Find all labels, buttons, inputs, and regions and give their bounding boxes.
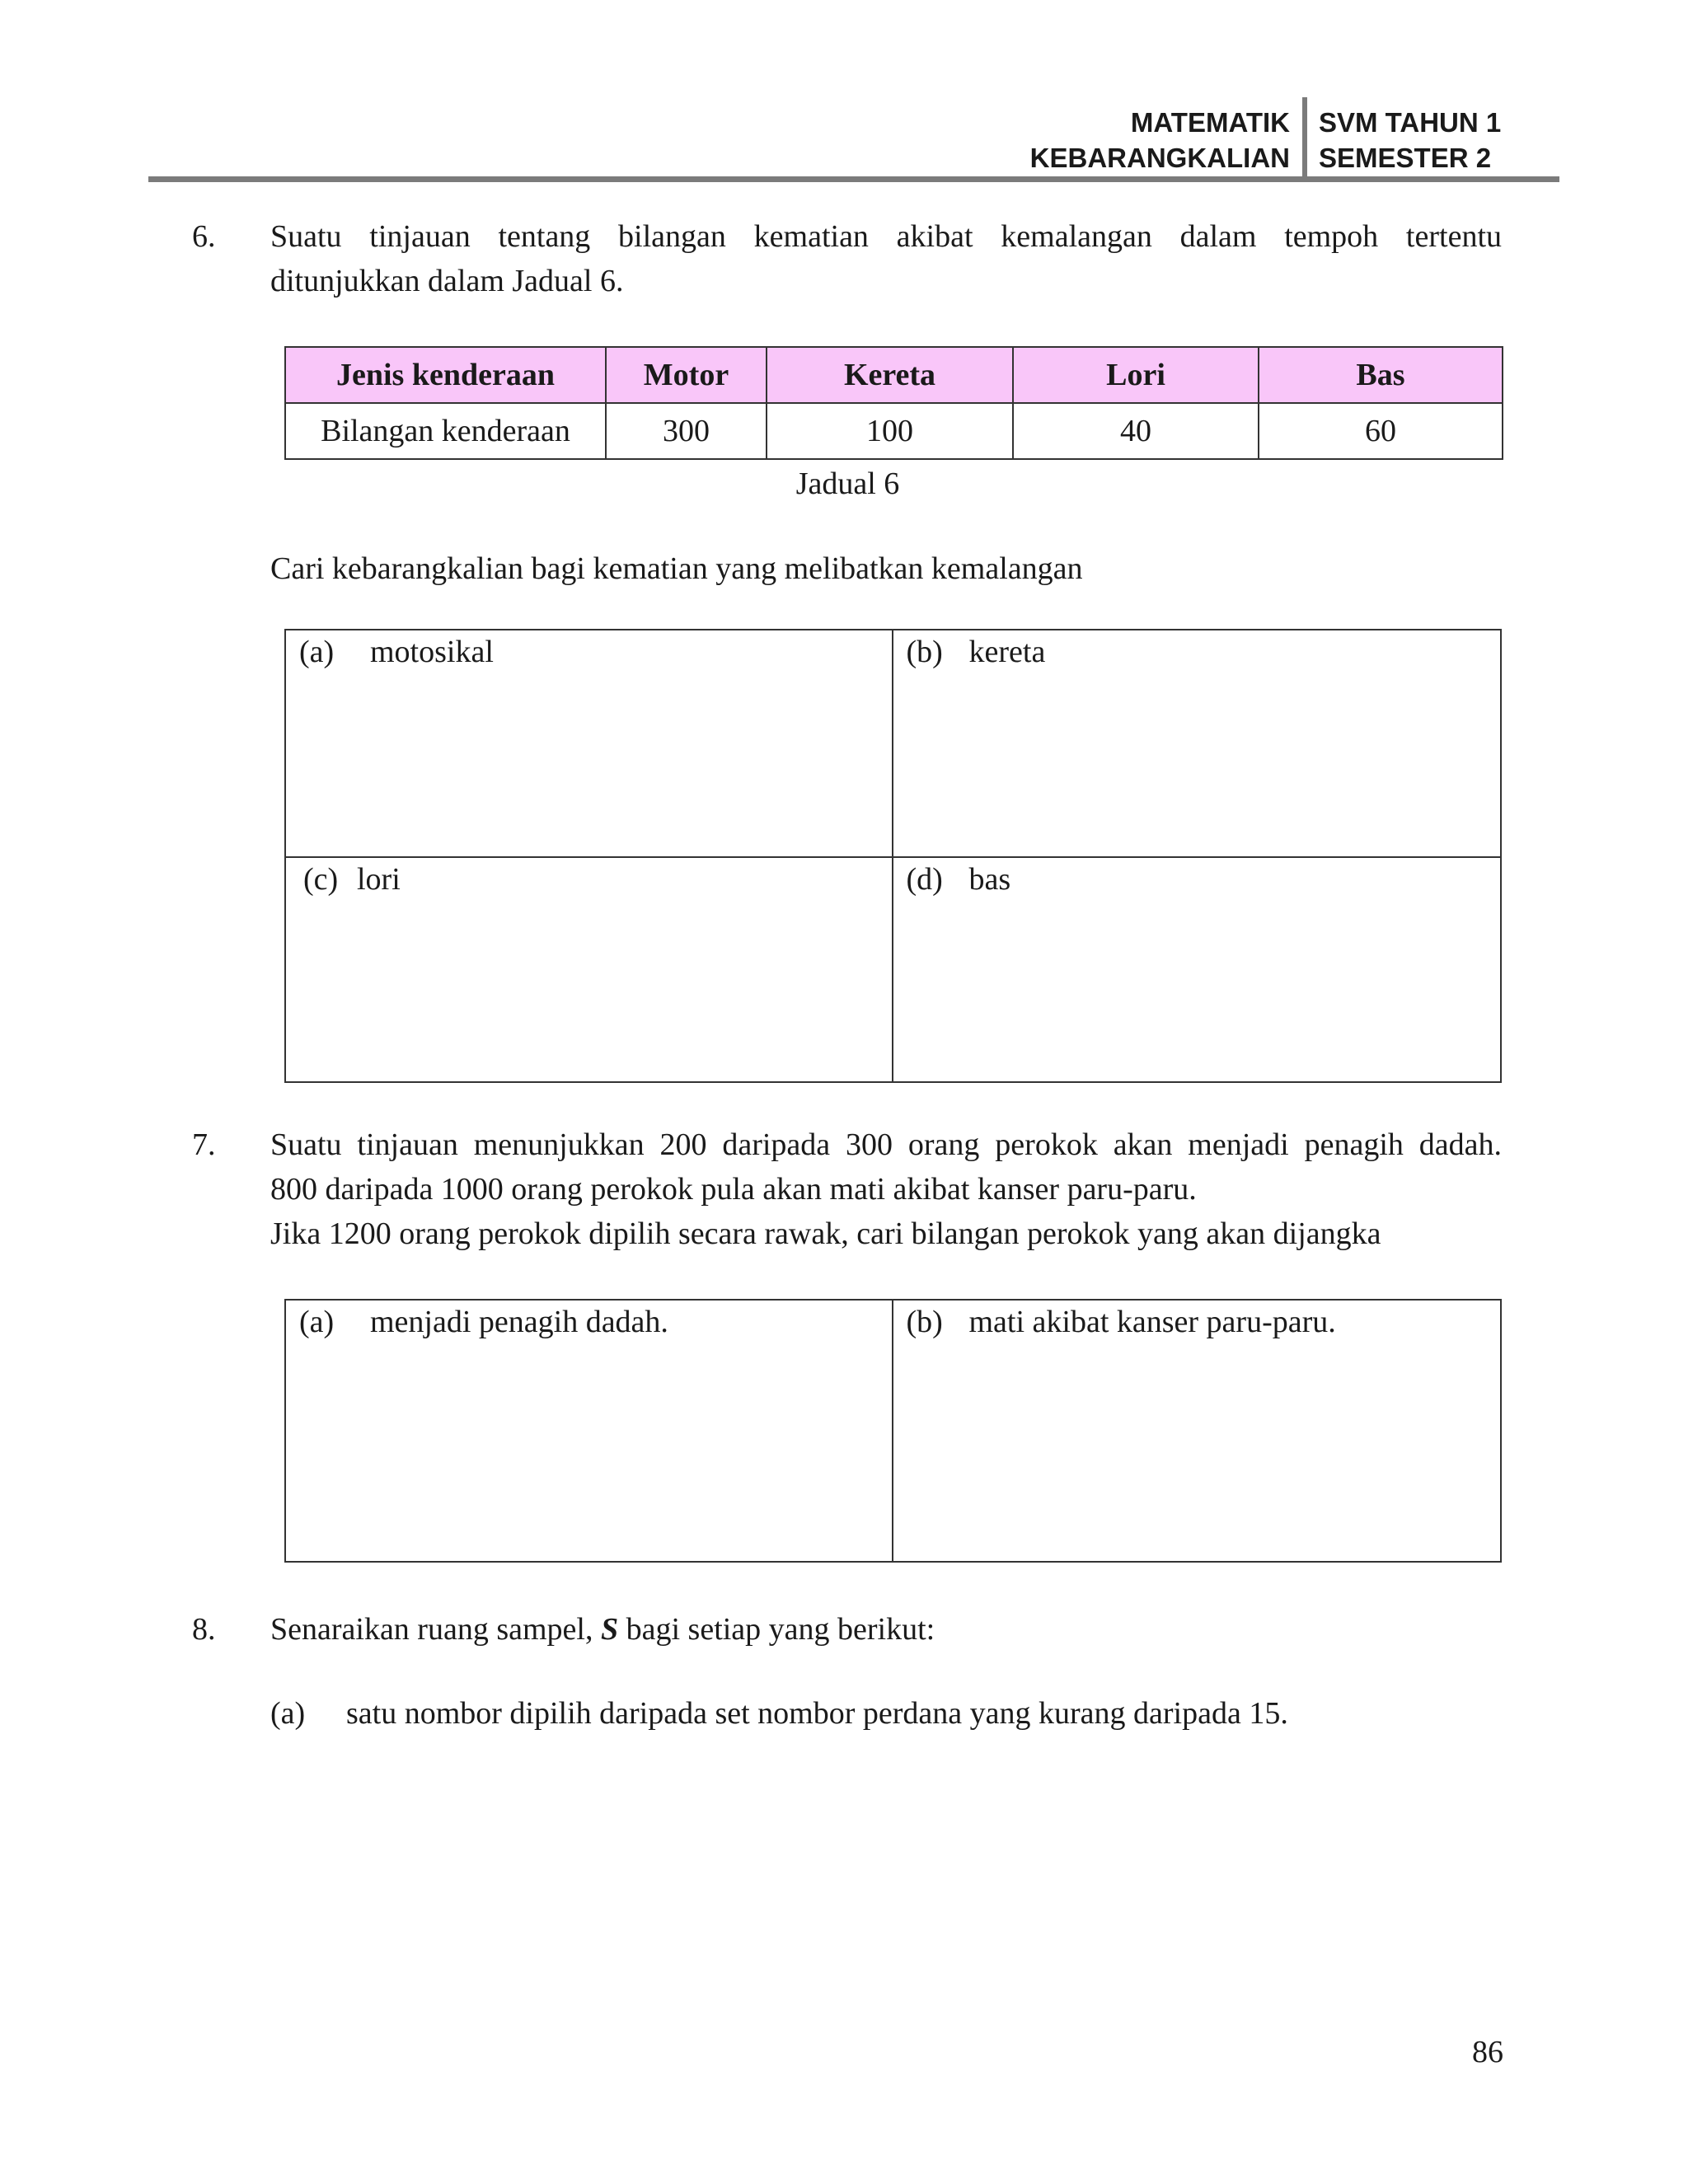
part-text: kereta [968, 635, 1046, 669]
header-topic: KEBARANGKALIAN [1029, 143, 1290, 173]
question-8-text-after: bagi setiap yang berikut: [626, 1612, 935, 1647]
question-7-line-2: 800 daripada 1000 orang perokok pula akan mati akibat kanser paru-paru. [270, 1172, 1197, 1207]
vehicle-table [284, 346, 1503, 460]
question-7-line-3: Jika 1200 orang perokok dipilih secara rawak, cari bilangan perokok yang akan dijangka [270, 1216, 1381, 1251]
vehicle-table-header: Lori [1013, 347, 1259, 403]
header-rule [148, 176, 1559, 182]
part-label: (a) [299, 1305, 335, 1339]
part-label: (c) [303, 862, 339, 897]
vehicle-table-header: Jenis kenderaan [285, 347, 606, 403]
answer-box-6d[interactable] [893, 858, 1501, 1081]
vehicle-table-row [285, 403, 1503, 459]
header-course [1319, 105, 1566, 176]
header-year: SVM TAHUN 1 [1319, 107, 1502, 138]
vehicle-table-cell: 40 [1013, 403, 1259, 459]
part-label: (d) [906, 862, 943, 897]
vehicle-table-header-row [285, 347, 1503, 403]
question-7-line-1: Suatu tinjauan menunjukkan 200 daripada 300 orang perokok akan menjadi penagih dadah. [270, 1127, 1502, 1162]
question-7-answer-grid [284, 1299, 1502, 1563]
vehicle-table-header: Bas [1259, 347, 1503, 403]
question-6-text [270, 214, 1502, 303]
vehicle-table-cell: 100 [767, 403, 1013, 459]
question-7-text [270, 1122, 1502, 1256]
part-text: motosikal [370, 635, 494, 669]
header-semester: SEMESTER 2 [1319, 143, 1492, 173]
part-label: (b) [906, 1305, 943, 1339]
question-8-text-before: Senaraikan ruang sampel, [270, 1612, 593, 1647]
answer-box-7a[interactable] [286, 1301, 893, 1561]
answer-box-6c[interactable] [286, 858, 893, 1081]
vehicle-table-cell: 300 [606, 403, 767, 459]
question-7-number: 7. [192, 1127, 216, 1162]
question-8-number: 8. [192, 1612, 216, 1647]
part-label: (b) [906, 635, 943, 669]
part-text: mati akibat kanser paru-paru. [968, 1305, 1336, 1339]
vehicle-table-header: Motor [606, 347, 767, 403]
header-divider [1302, 97, 1307, 176]
part-text: lori [357, 862, 401, 897]
question-8a-label: (a) [270, 1696, 306, 1731]
answer-box-6b[interactable] [893, 630, 1501, 858]
vehicle-table-header: Kereta [767, 347, 1013, 403]
page-number: 86 [1472, 2035, 1503, 2069]
question-8a-text: satu nombor dipilih daripada set nombor perdana yang kurang daripada 15. [346, 1696, 1288, 1731]
header-subject [713, 105, 1290, 176]
question-6-answer-grid [284, 629, 1502, 1083]
sample-space-symbol: S [600, 1612, 619, 1647]
question-6-line-2: ditunjukkan dalam Jadual 6. [270, 264, 624, 298]
question-8-text [270, 1607, 1502, 1652]
part-text: menjadi penagih dadah. [370, 1305, 668, 1339]
question-6-prompt: Cari kebarangkalian bagi kematian yang melibatkan kemalangan [270, 551, 1083, 586]
vehicle-table-cell: Bilangan kenderaan [285, 403, 606, 459]
header-subject-title: MATEMATIK [1130, 107, 1290, 138]
part-label: (a) [299, 635, 335, 669]
answer-box-6a[interactable] [286, 630, 893, 858]
part-text: bas [968, 862, 1011, 897]
question-6-line-1: Suatu tinjauan tentang bilangan kematian akibat kemalangan dalam tempoh tertentu [270, 219, 1502, 254]
table-caption: Jadual 6 [795, 466, 900, 501]
question-6-number: 6. [192, 219, 216, 254]
vehicle-table-cell: 60 [1259, 403, 1503, 459]
answer-box-7b[interactable] [893, 1301, 1501, 1561]
